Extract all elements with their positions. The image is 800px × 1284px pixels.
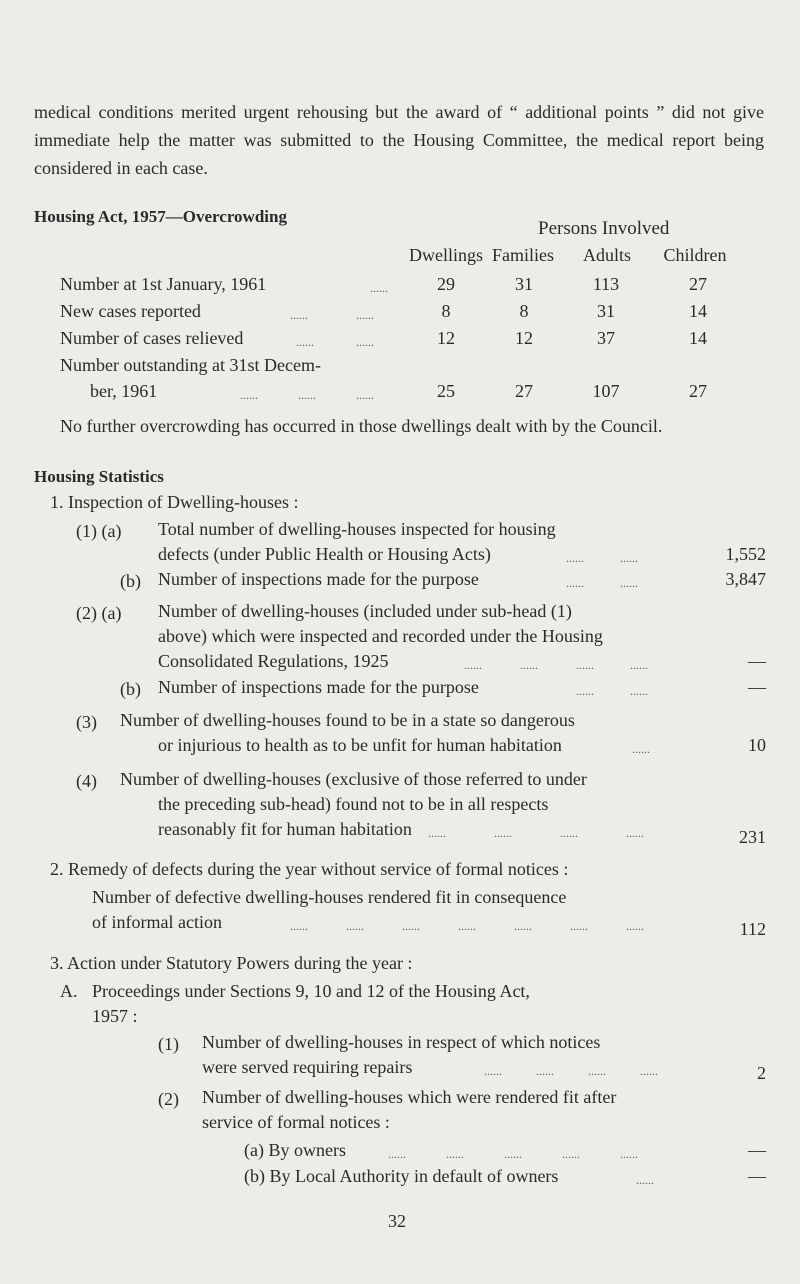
- table-cell: 27: [515, 381, 533, 401]
- item-text: Number of inspections made for the purpose: [158, 677, 479, 697]
- statistics-heading: Housing Statistics: [34, 467, 164, 486]
- item-text: Number of dwelling-houses (included under sub-head (1): [158, 601, 572, 621]
- table-cell: 12: [515, 328, 533, 348]
- leader-dots: ......: [298, 388, 316, 402]
- item-text: above) which were inspected and recorded under the Housing: [158, 626, 603, 646]
- item-text: (b) By Local Authority in default of owners: [244, 1166, 559, 1186]
- leader-dots: ......: [620, 576, 638, 590]
- table-cell: 8: [519, 301, 529, 321]
- item-text: Number of dwelling-houses which were rendered fit after: [202, 1087, 617, 1107]
- section-1-title: 1. Inspection of Dwelling-houses :: [50, 492, 299, 512]
- item-number: (b): [120, 679, 141, 699]
- item-value: 10: [748, 735, 766, 755]
- item-number: (2): [158, 1089, 179, 1109]
- item-value: —: [748, 1166, 766, 1186]
- leader-dots: ......: [566, 576, 584, 590]
- table-row-label: Number at 1st January, 1961: [60, 274, 267, 294]
- leader-dots: ......: [576, 684, 594, 698]
- leader-dots: ......: [428, 826, 446, 840]
- table-cell: 29: [437, 274, 455, 294]
- leader-dots: ......: [576, 658, 594, 672]
- item-number: (1) (a): [76, 521, 122, 541]
- leader-dots: ......: [630, 684, 648, 698]
- leader-dots: ......: [458, 919, 476, 933]
- leader-dots: ......: [356, 308, 374, 322]
- item-text: Proceedings under Sections 9, 10 and 12 of the Housing Act,: [92, 981, 530, 1001]
- table-cell: 14: [689, 301, 707, 321]
- table-cell: 113: [592, 274, 620, 294]
- item-number: (b): [120, 571, 141, 591]
- item-number: A.: [60, 981, 78, 1001]
- persons-involved-header: Persons Involved: [538, 218, 670, 239]
- leader-dots: ......: [632, 742, 650, 756]
- item-text: Total number of dwelling-houses inspected for housing: [158, 519, 556, 539]
- leader-dots: ......: [520, 658, 538, 672]
- item-value: —: [748, 651, 766, 671]
- overcrowding-heading: Housing Act, 1957—Overcrowding: [34, 207, 287, 226]
- item-text: service of formal notices :: [202, 1112, 390, 1132]
- leader-dots: ......: [566, 551, 584, 565]
- item-text: Number of dwelling-houses (exclusive of those referred to under: [120, 769, 587, 789]
- item-number: (4): [76, 771, 97, 791]
- leader-dots: ......: [356, 388, 374, 402]
- table-cell: 27: [689, 274, 707, 294]
- table-cell: 12: [437, 328, 455, 348]
- item-value: 112: [739, 919, 766, 939]
- leader-dots: ......: [296, 335, 314, 349]
- section-2-title: 2. Remedy of defects during the year without service of formal notices :: [50, 859, 569, 879]
- table-cell: 8: [441, 301, 451, 321]
- col-families: Families: [492, 245, 554, 265]
- leader-dots: ......: [536, 1064, 554, 1078]
- item-text: Number of dwelling-houses found to be in a state so dangerous: [120, 710, 575, 730]
- leader-dots: ......: [620, 1147, 638, 1161]
- item-value: 3,847: [725, 569, 766, 589]
- item-text: Number of dwelling-houses in respect of which notices: [202, 1032, 601, 1052]
- item-value: —: [748, 1140, 766, 1160]
- leader-dots: ......: [626, 826, 644, 840]
- table-row-label: Number outstanding at 31st Decem-: [60, 355, 321, 375]
- table-row-label: New cases reported: [60, 301, 201, 321]
- leader-dots: ......: [484, 1064, 502, 1078]
- table-cell: 37: [597, 328, 615, 348]
- table-cell: 27: [689, 381, 707, 401]
- leader-dots: ......: [514, 919, 532, 933]
- item-text: or injurious to health as to be unfit for human habitation: [158, 735, 562, 755]
- item-text: were served requiring repairs: [202, 1057, 413, 1077]
- item-text: Number of inspections made for the purpose: [158, 569, 479, 589]
- item-text: 1957 :: [92, 1006, 138, 1026]
- leader-dots: ......: [290, 308, 308, 322]
- leader-dots: ......: [356, 335, 374, 349]
- table-cell: 31: [597, 301, 615, 321]
- leader-dots: ......: [636, 1173, 654, 1187]
- item-text: Number of defective dwelling-houses rendered fit in consequence: [92, 887, 567, 907]
- leader-dots: ......: [640, 1064, 658, 1078]
- table-cell: 25: [437, 381, 455, 401]
- item-text: Consolidated Regulations, 1925: [158, 651, 389, 671]
- col-dwellings: Dwellings: [409, 245, 483, 265]
- item-text: reasonably fit for human habitation: [158, 819, 412, 839]
- section-3-title: 3. Action under Statutory Powers during the year :: [50, 953, 413, 973]
- table-row-label-cont: ber, 1961: [90, 381, 158, 401]
- table-cell: 31: [515, 274, 533, 294]
- page-number: 32: [388, 1211, 406, 1231]
- leader-dots: ......: [290, 919, 308, 933]
- item-value: —: [748, 677, 766, 697]
- item-text: the preceding sub-head) found not to be in all respects: [158, 794, 549, 814]
- table-row-label: Number of cases relieved: [60, 328, 244, 348]
- leader-dots: ......: [588, 1064, 606, 1078]
- item-value: 1,552: [725, 544, 766, 564]
- item-text: (a) By owners: [244, 1140, 346, 1160]
- leader-dots: ......: [620, 551, 638, 565]
- leader-dots: ......: [464, 658, 482, 672]
- table-cell: 14: [689, 328, 707, 348]
- item-number: (1): [158, 1034, 179, 1054]
- item-value: 231: [739, 827, 766, 847]
- item-number: (2) (a): [76, 603, 122, 623]
- leader-dots: ......: [446, 1147, 464, 1161]
- leader-dots: ......: [370, 281, 388, 295]
- item-value: 2: [757, 1063, 766, 1083]
- leader-dots: ......: [494, 826, 512, 840]
- leader-dots: ......: [570, 919, 588, 933]
- item-text: defects (under Public Health or Housing Acts): [158, 544, 491, 564]
- table-cell: 107: [592, 381, 620, 401]
- col-children: Children: [663, 245, 727, 265]
- item-number: (3): [76, 712, 97, 732]
- leader-dots: ......: [402, 919, 420, 933]
- col-adults: Adults: [582, 245, 631, 265]
- leader-dots: ......: [346, 919, 364, 933]
- overcrowding-note: No further overcrowding has occurred in those dwellings dealt with by the Council.: [60, 416, 663, 436]
- intro-paragraph: medical conditions merited urgent rehousing but the award of “ additional points ” did not give immediate help the matter was submitted to the Housing Committee, the medical report being considered in each case.: [34, 102, 764, 178]
- leader-dots: ......: [630, 658, 648, 672]
- leader-dots: ......: [560, 826, 578, 840]
- leader-dots: ......: [562, 1147, 580, 1161]
- leader-dots: ......: [388, 1147, 406, 1161]
- leader-dots: ......: [626, 919, 644, 933]
- item-text: of informal action: [92, 912, 222, 932]
- leader-dots: ......: [504, 1147, 522, 1161]
- leader-dots: ......: [240, 388, 258, 402]
